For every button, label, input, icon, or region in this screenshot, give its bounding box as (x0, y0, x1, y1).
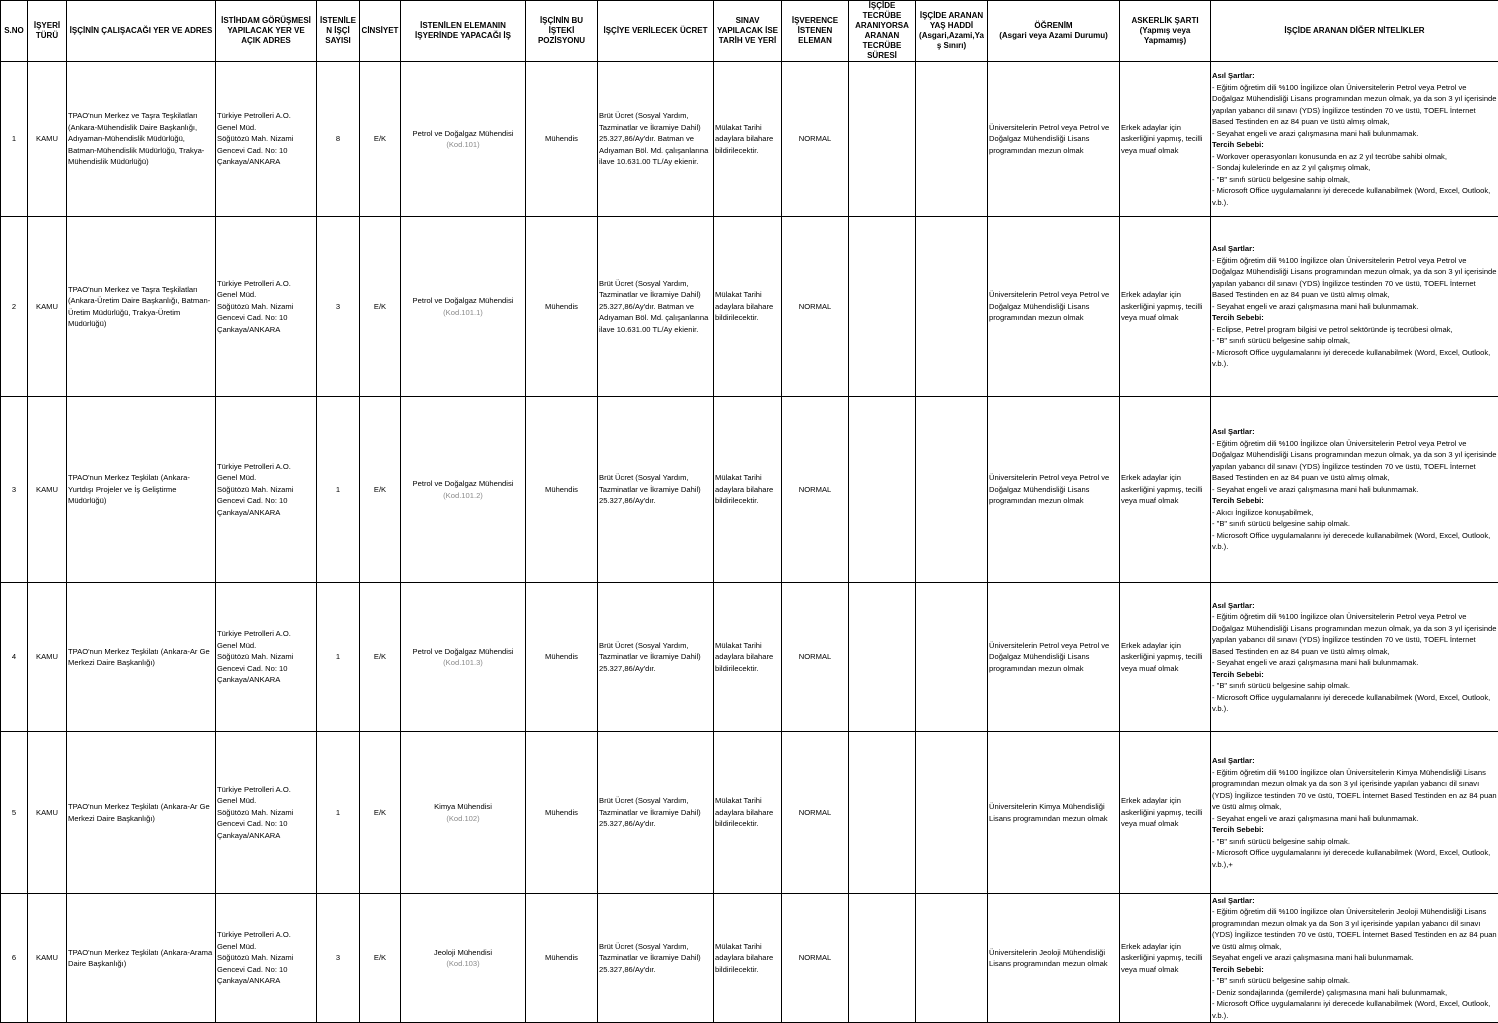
adres-line: Söğütözü Mah. Nizami (217, 133, 315, 145)
cell-ogrenim: Üniversitelerin Jeoloji Mühendisliği Lisans programından mezun olmak (988, 894, 1120, 1023)
cell-yer: TPAO'nun Merkez ve Taşra Teşkilatları (Ankara-Mühendislik Daire Başkanlığı, Adıyaman-Mühendislik Müdürlüğü, Batman-Mühendislik Müdürlüğü, Trakya-Mühendislik Müdürlüğü) (67, 62, 216, 217)
tercih-line: - "B" sınıfı sürücü belgesine sahip olmak, (1212, 335, 1497, 347)
cell-ogrenim: Üniversitelerin Petrol veya Petrol ve Doğalgaz Mühendisliği Lisans programından mezun olmak (988, 217, 1120, 397)
cell-is (401, 397, 526, 583)
table-row (1, 62, 1498, 217)
cell-diger (1211, 894, 1498, 1023)
cell-tecrube (849, 62, 916, 217)
cell-askerlik: Erkek adaylar için askerliğini yapmış, tecilli veya muaf olmak (1120, 583, 1211, 732)
asil-line: - Seyahat engeli ve arazi çalışmasına mani hali bulunmamak. (1212, 301, 1497, 313)
adres-line: Söğütözü Mah. Nizami (217, 952, 315, 964)
cell-sinav: Mülakat Tarihi adaylara bilahare bildirilecektir. (714, 732, 782, 894)
header-pozisyon: İŞÇİNİN BU İŞTEKİ POZİSYONU (526, 1, 598, 62)
adres-line: Gencevi Cad. No: 10 (217, 312, 315, 324)
tercih-heading: Tercih Sebebi: (1212, 312, 1497, 324)
adres-line: Genel Müd. (217, 122, 315, 134)
cell-ucret: Brüt Ücret (Sosyal Yardım, Tazminatlar ve İkramiye Dahil) 25.327,86/Ay'dır. (598, 397, 714, 583)
adres-line: Genel Müd. (217, 795, 315, 807)
cell-ogrenim: Üniversitelerin Petrol veya Petrol ve Doğalgaz Mühendisliği Lisans programından mezun olmak (988, 62, 1120, 217)
cell-ucret: Brüt Ücret (Sosyal Yardım, Tazminatlar ve İkramiye Dahil) 25.327,86/Ay'dır. (598, 732, 714, 894)
cell-sayi: 1 (317, 397, 360, 583)
cell-yer: TPAO'nun Merkez Teşkilatı (Ankara-Ar Ge Merkezi Daire Başkanlığı) (67, 583, 216, 732)
tercih-heading: Tercih Sebebi: (1212, 139, 1497, 151)
cell-adres (216, 894, 317, 1023)
tercih-line: - "B" sınıfı sürücü belgesine sahip olmak. (1212, 836, 1497, 848)
adres-line: Söğütözü Mah. Nizami (217, 484, 315, 496)
cell-cinsiyet: E/K (360, 397, 401, 583)
header-yas-main: İŞÇİDE ARANAN YAŞ HADDİ (917, 11, 986, 31)
cell-tur: KAMU (28, 217, 67, 397)
header-askerlik-sub: (Yapmış veya Yapmamış) (1121, 26, 1209, 46)
adres-line: Söğütözü Mah. Nizami (217, 807, 315, 819)
tercih-list (1212, 324, 1497, 370)
adres-line: Gencevi Cad. No: 10 (217, 495, 315, 507)
tercih-line: - Microsoft Office uygulamalarını iyi derecede kullanabilmek (Word, Excel, Outlook, v.b.). (1212, 185, 1497, 208)
job-code: (Kod.101.1) (402, 307, 524, 319)
cell-yer: TPAO'nun Merkez ve Taşra Teşkilatları (Ankara-Üretim Daire Başkanlığı, Batman-Üretim Müdürlüğü, Trakya-Üretim Müdürlüğü) (67, 217, 216, 397)
adres-line: Genel Müd. (217, 289, 315, 301)
tercih-line: - Workover operasyonları konusunda en az 2 yıl tecrübe sahibi olmak, (1212, 151, 1497, 163)
cell-sayi: 3 (317, 894, 360, 1023)
adres-line: Türkiye Petrolleri A.O. (217, 461, 315, 473)
job-code: (Kod.102) (402, 813, 524, 825)
cell-tur: KAMU (28, 583, 67, 732)
cell-askerlik: Erkek adaylar için askerliğini yapmış, tecilli veya muaf olmak (1120, 397, 1211, 583)
adres-line: Gencevi Cad. No: 10 (217, 818, 315, 830)
adres-line: Çankaya/ANKARA (217, 830, 315, 842)
table-body (1, 62, 1498, 1023)
tercih-line: - Sondaj kulelerinde en az 2 yıl çalışmış olmak, (1212, 162, 1497, 174)
cell-tecrube (849, 397, 916, 583)
cell-sayi: 8 (317, 62, 360, 217)
cell-eleman: NORMAL (782, 583, 849, 732)
cell-cinsiyet: E/K (360, 732, 401, 894)
adres-line: Türkiye Petrolleri A.O. (217, 929, 315, 941)
job-title: Petrol ve Doğalgaz Mühendisi (402, 128, 524, 140)
header-isci-sayisi: İSTENİLEN İŞÇİ SAYISI (317, 1, 360, 62)
cell-eleman: NORMAL (782, 732, 849, 894)
asil-line: - Seyahat engeli ve arazi çalışmasına mani hali bulunmamak. (1212, 484, 1497, 496)
asil-line: - Eğitim öğretim dili %100 İngilizce olan Üniversitelerin Petrol veya Petrol ve Doğalgaz Mühendisliği Lisans programından mezun olmak, ya da son 3 yıl içerisinde yapılan yabancı dil sınavı (YDS) İngilizce testinden 70 ve üstü, TOEFL İnternet Based Testinden en az 84 puan ve üstü almış olmak, (1212, 611, 1497, 657)
cell-yer: TPAO'nun Merkez Teşkilatı (Ankara-Arama Daire Başkanlığı) (67, 894, 216, 1023)
tercih-line: - "B" sınıfı sürücü belgesine sahip olmak. (1212, 680, 1497, 692)
header-isveren-eleman: İŞVERENCE İSTENEN ELEMAN (782, 1, 849, 62)
cell-eleman: NORMAL (782, 62, 849, 217)
cell-no: 3 (1, 397, 28, 583)
cell-eleman: NORMAL (782, 397, 849, 583)
header-tecrube: İŞÇİDE TECRÜBE ARANIYORSA ARANAN TECRÜBE SÜRESİ (849, 1, 916, 62)
job-title: Kimya Mühendisi (402, 801, 524, 813)
asil-line: Seyahat engeli ve arazi çalışmasına mani hali bulunmamak. (1212, 952, 1497, 964)
cell-ucret: Brüt Ücret (Sosyal Yardım, Tazminatlar ve İkramiye Dahil) 25.327,86/Ay'dır. Batman ve Adıyaman Böl. Md. çalışanlarına ilave 10.631.00 TL/Ay ekienir. (598, 217, 714, 397)
tercih-heading: Tercih Sebebi: (1212, 964, 1497, 976)
cell-eleman: NORMAL (782, 894, 849, 1023)
header-row (1, 1, 1498, 62)
cell-yer: TPAO'nun Merkez Teşkilatı (Ankara-Ar Ge Merkezi Daire Başkanlığı) (67, 732, 216, 894)
job-code: (Kod.101.3) (402, 657, 524, 669)
table-row (1, 217, 1498, 397)
asil-heading: Asıl Şartlar: (1212, 755, 1497, 767)
tercih-list (1212, 836, 1497, 871)
cell-adres (216, 732, 317, 894)
cell-yas (916, 732, 988, 894)
cell-pozisyon: Mühendis (526, 397, 598, 583)
table-row (1, 397, 1498, 583)
tercih-line: - "B" sınıfı sürücü belgesine sahip olmak. (1212, 518, 1497, 530)
adres-line: Gencevi Cad. No: 10 (217, 145, 315, 157)
asil-heading: Asıl Şartlar: (1212, 426, 1497, 438)
cell-adres (216, 62, 317, 217)
asil-heading: Asıl Şartlar: (1212, 243, 1497, 255)
cell-tur: KAMU (28, 894, 67, 1023)
cell-ogrenim: Üniversitelerin Petrol veya Petrol ve Doğalgaz Mühendisliği Lisans programından mezun olmak (988, 397, 1120, 583)
cell-no: 4 (1, 583, 28, 732)
cell-diger (1211, 62, 1498, 217)
job-code: (Kod.103) (402, 958, 524, 970)
header-gorusme-yer: İSTİHDAM GÖRÜŞMESİ YAPILACAK YER VE AÇIK ADRES (216, 1, 317, 62)
adres-line: Gencevi Cad. No: 10 (217, 663, 315, 675)
cell-adres (216, 397, 317, 583)
cell-sayi: 1 (317, 732, 360, 894)
header-sno: S.NO (1, 1, 28, 62)
cell-pozisyon: Mühendis (526, 217, 598, 397)
header-cinsiyet: CİNSİYET (360, 1, 401, 62)
adres-line: Çankaya/ANKARA (217, 674, 315, 686)
asil-heading: Asıl Şartlar: (1212, 895, 1497, 907)
header-sinav: SINAV YAPILACAK İSE TARİH VE YERİ (714, 1, 782, 62)
tercih-heading: Tercih Sebebi: (1212, 495, 1497, 507)
adres-line: Çankaya/ANKARA (217, 507, 315, 519)
tercih-line: - "B" sınıfı sürücü belgesine sahip olmak, (1212, 174, 1497, 186)
cell-ucret: Brüt Ücret (Sosyal Yardım, Tazminatlar ve İkramiye Dahil) 25.327,86/Ay'dır. Batman ve Adıyaman Böl. Md. çalışanlarına ilave 10.631.00 TL/Ay ekienir. (598, 62, 714, 217)
tercih-line: - Microsoft Office uygulamalarını iyi derecede kullanabilmek (Word, Excel, Outlook, v.b.). (1212, 998, 1497, 1021)
cell-cinsiyet: E/K (360, 583, 401, 732)
cell-tur: KAMU (28, 62, 67, 217)
adres-line: Çankaya/ANKARA (217, 975, 315, 987)
asil-list (1212, 611, 1497, 669)
tercih-list (1212, 680, 1497, 715)
tercih-list (1212, 151, 1497, 209)
cell-is (401, 732, 526, 894)
header-yas-sub: (Asgari,Azami,Yaş Sınırı) (917, 31, 986, 51)
cell-pozisyon: Mühendis (526, 894, 598, 1023)
cell-tecrube (849, 732, 916, 894)
cell-is (401, 62, 526, 217)
table-row (1, 583, 1498, 732)
asil-heading: Asıl Şartlar: (1212, 70, 1497, 82)
job-title: Petrol ve Doğalgaz Mühendisi (402, 646, 524, 658)
header-askerlik-main: ASKERLİK ŞARTI (1121, 16, 1209, 26)
cell-no: 1 (1, 62, 28, 217)
job-title: Petrol ve Doğalgaz Mühendisi (402, 295, 524, 307)
cell-tur: KAMU (28, 732, 67, 894)
asil-line: - Eğitim öğretim dili %100 İngilizce olan Üniversitelerin Petrol veya Petrol ve Doğalgaz Mühendisliği Lisans programından mezun olmak, ya da son 3 yıl içerisinde yapılan yabancı dil sınavı (YDS) İngilizce testinden 70 ve üstü, TOEFL İnternet Based Testinden en az 84 puan ve üstü almış olmak, (1212, 438, 1497, 484)
adres-line: Türkiye Petrolleri A.O. (217, 110, 315, 122)
adres-line: Çankaya/ANKARA (217, 324, 315, 336)
header-calisacagi-yer: İŞÇİNİN ÇALIŞACAĞI YER VE ADRES (67, 1, 216, 62)
cell-yas (916, 583, 988, 732)
cell-askerlik: Erkek adaylar için askerliğini yapmış, tecilli veya muaf olmak (1120, 894, 1211, 1023)
asil-line: - Seyahat engeli ve arazi çalışmasına mani hali bulunmamak. (1212, 657, 1497, 669)
cell-diger (1211, 397, 1498, 583)
header-ogrenim (988, 1, 1120, 62)
header-ogrenim-sub: (Asgari veya Azami Durumu) (989, 31, 1118, 41)
cell-no: 2 (1, 217, 28, 397)
adres-line: Gencevi Cad. No: 10 (217, 964, 315, 976)
cell-pozisyon: Mühendis (526, 732, 598, 894)
tercih-line: - "B" sınıfı sürücü belgesine sahip olmak. (1212, 975, 1497, 987)
job-title: Petrol ve Doğalgaz Mühendisi (402, 478, 524, 490)
tercih-heading: Tercih Sebebi: (1212, 824, 1497, 836)
cell-sayi: 1 (317, 583, 360, 732)
cell-diger (1211, 732, 1498, 894)
cell-tur: KAMU (28, 397, 67, 583)
tercih-list (1212, 975, 1497, 1021)
cell-yas (916, 217, 988, 397)
header-askerlik (1120, 1, 1211, 62)
job-title: Jeoloji Mühendisi (402, 947, 524, 959)
cell-ucret: Brüt Ücret (Sosyal Yardım, Tazminatlar ve İkramiye Dahil) 25.327,86/Ay'dır. (598, 894, 714, 1023)
tercih-line: - Akıcı İngilizce konuşabilmek, (1212, 507, 1497, 519)
cell-adres (216, 583, 317, 732)
cell-is (401, 217, 526, 397)
adres-line: Türkiye Petrolleri A.O. (217, 628, 315, 640)
asil-line: - Eğitim öğretim dili %100 İngilizce olan Üniversitelerin Jeoloji Mühendisliği Lisans programından mezun olmak ya da Son 3 yıl içerisinde yapılan yabancı dil sınavı (YDS) İngilizce testinden 70 ve üstü, TOEFL İnternet Based Testinden en az 84 puan ve üstü almış olmak, (1212, 906, 1497, 952)
cell-is (401, 583, 526, 732)
asil-list (1212, 438, 1497, 496)
cell-diger (1211, 583, 1498, 732)
cell-adres (216, 217, 317, 397)
asil-line: - Eğitim öğretim dili %100 İngilizce olan Üniversitelerin Kimya Mühendisliği Lisans programından mezun olmak ya da son 3 yıl içerisinde yapılan yabancı dil sınavı (YDS) İngilizce testinden 70 ve üstü, TOEFL İnternet Based Testinden en az 84 puan ve üstü almış olmak, (1212, 767, 1497, 813)
cell-no: 5 (1, 732, 28, 894)
adres-line: Genel Müd. (217, 472, 315, 484)
cell-eleman: NORMAL (782, 217, 849, 397)
cell-sinav: Mülakat Tarihi adaylara bilahare bildirilecektir. (714, 894, 782, 1023)
header-yapacagi-is: İSTENİLEN ELEMANIN İŞYERİNDE YAPACAĞI İŞ (401, 1, 526, 62)
asil-list (1212, 906, 1497, 964)
asil-line: - Eğitim öğretim dili %100 İngilizce olan Üniversitelerin Petrol veya Petrol ve Doğalgaz Mühendisliği Lisans programından mezun olmak, ya da son 3 yıl içerisinde yapılan yabancı dil sınavı (YDS) İngilizce testinden 70 ve üstü, TOEFL İnternet Based Testinden en az 84 puan ve üstü almış olmak, (1212, 255, 1497, 301)
header-isyeri-turu: İŞYERİ TÜRÜ (28, 1, 67, 62)
tercih-line: - Eclipse, Petrel program bilgisi ve petrol sektöründe iş tecrübesi olmak, (1212, 324, 1497, 336)
cell-yas (916, 397, 988, 583)
adres-line: Türkiye Petrolleri A.O. (217, 784, 315, 796)
header-ucret: İŞÇİYE VERİLECEK ÜCRET (598, 1, 714, 62)
cell-is (401, 894, 526, 1023)
adres-line: Söğütözü Mah. Nizami (217, 651, 315, 663)
cell-sinav: Mülakat Tarihi adaylara bilahare bildirilecektir. (714, 397, 782, 583)
asil-heading: Asıl Şartlar: (1212, 600, 1497, 612)
cell-diger (1211, 217, 1498, 397)
cell-pozisyon: Mühendis (526, 583, 598, 732)
asil-line: - Seyahat engeli ve arazi çalışmasına mani hali bulunmamak. (1212, 128, 1497, 140)
tercih-line: - Microsoft Office uygulamalarını iyi derecede kullanabilmek (Word, Excel, Outlook, v.b.),+ (1212, 847, 1497, 870)
cell-sinav: Mülakat Tarihi adaylara bilahare bildirilecektir. (714, 217, 782, 397)
adres-line: Çankaya/ANKARA (217, 156, 315, 168)
cell-yas (916, 894, 988, 1023)
header-diger: İŞÇİDE ARANAN DİĞER NİTELİKLER (1211, 1, 1498, 62)
cell-tecrube (849, 583, 916, 732)
header-yas (916, 1, 988, 62)
asil-line: - Eğitim öğretim dili %100 İngilizce olan Üniversitelerin Petrol veya Petrol ve Doğalgaz Mühendisliği Lisans programından mezun olmak, ya da son 3 yıl içerisinde yapılan yabancı dil sınavı (YDS) İngilizce testinden 70 ve üstü, TOEFL İnternet Based Testinden en az 84 puan ve üstü almış olmak, (1212, 82, 1497, 128)
asil-list (1212, 767, 1497, 825)
cell-sinav: Mülakat Tarihi adaylara bilahare bildirilecektir. (714, 583, 782, 732)
cell-ucret: Brüt Ücret (Sosyal Yardım, Tazminatlar ve İkramiye Dahil) 25.327,86/Ay'dır. (598, 583, 714, 732)
cell-ogrenim: Üniversitelerin Kimya Mühendisliği Lisans programından mezun olmak (988, 732, 1120, 894)
cell-askerlik: Erkek adaylar için askerliğini yapmış, tecilli veya muaf olmak (1120, 217, 1211, 397)
tercih-line: - Microsoft Office uygulamalarını iyi derecede kullanabilmek (Word, Excel, Outlook, v.b.). (1212, 692, 1497, 715)
asil-line: - Seyahat engeli ve arazi çalışmasına mani hali bulunmamak. (1212, 813, 1497, 825)
job-code: (Kod.101.2) (402, 490, 524, 502)
adres-line: Söğütözü Mah. Nizami (217, 301, 315, 313)
asil-list (1212, 82, 1497, 140)
adres-line: Genel Müd. (217, 640, 315, 652)
cell-cinsiyet: E/K (360, 62, 401, 217)
cell-tecrube (849, 894, 916, 1023)
tercih-heading: Tercih Sebebi: (1212, 669, 1497, 681)
cell-cinsiyet: E/K (360, 894, 401, 1023)
cell-tecrube (849, 217, 916, 397)
cell-askerlik: Erkek adaylar için askerliğini yapmış, tecilli veya muaf olmak (1120, 62, 1211, 217)
cell-askerlik: Erkek adaylar için askerliğini yapmış, tecilli veya muaf olmak (1120, 732, 1211, 894)
adres-line: Genel Müd. (217, 941, 315, 953)
table-row (1, 894, 1498, 1023)
adres-line: Türkiye Petrolleri A.O. (217, 278, 315, 290)
job-code: (Kod.101) (402, 139, 524, 151)
cell-yer: TPAO'nun Merkez Teşkilatı (Ankara-Yurtdışı Projeler ve İş Geliştirme Müdürlüğü) (67, 397, 216, 583)
tercih-list (1212, 507, 1497, 553)
cell-pozisyon: Mühendis (526, 62, 598, 217)
cell-sinav: Mülakat Tarihi adaylara bilahare bildirilecektir. (714, 62, 782, 217)
cell-sayi: 3 (317, 217, 360, 397)
asil-list (1212, 255, 1497, 313)
tercih-line: - Deniz sondajlarında (gemilerde) çalışmasına mani hali bulunmamak, (1212, 987, 1497, 999)
header-ogrenim-main: ÖĞRENİM (989, 21, 1118, 31)
cell-ogrenim: Üniversitelerin Petrol veya Petrol ve Doğalgaz Mühendisliği Lisans programından mezun olmak (988, 583, 1120, 732)
tercih-line: - Microsoft Office uygulamalarını iyi derecede kullanabilmek (Word, Excel, Outlook, v.b.). (1212, 347, 1497, 370)
cell-yas (916, 62, 988, 217)
cell-cinsiyet: E/K (360, 217, 401, 397)
cell-no: 6 (1, 894, 28, 1023)
table-row (1, 732, 1498, 894)
tercih-line: - Microsoft Office uygulamalarını iyi derecede kullanabilmek (Word, Excel, Outlook, v.b.). (1212, 530, 1497, 553)
